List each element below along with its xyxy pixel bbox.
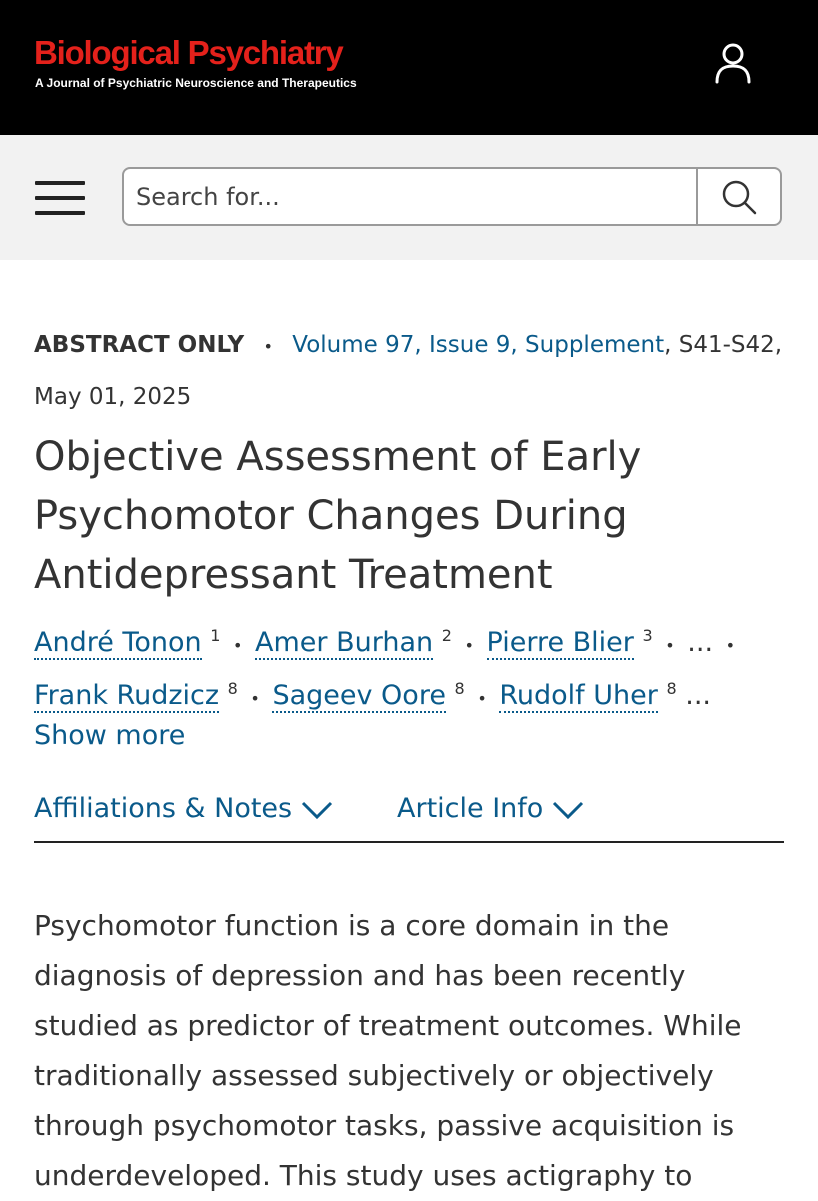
author-separator: •	[232, 636, 243, 655]
tab-label: Affiliations & Notes	[34, 793, 293, 824]
hamburger-menu-icon	[35, 181, 85, 185]
author-affiliation-sup: 8	[227, 679, 238, 698]
author-ellipsis: ...	[687, 627, 714, 658]
author-affiliation-sup: 8	[666, 679, 677, 698]
tab-affiliations-notes[interactable]	[34, 786, 334, 832]
author-link[interactable]: André Tonon	[34, 627, 202, 658]
volume-issue-link[interactable]: Volume 97, Issue 9, Supplement	[292, 332, 665, 358]
author-separator: •	[725, 636, 736, 655]
menu-button[interactable]	[35, 181, 87, 217]
journal-logo-title[interactable]: Biological Psychiatry	[34, 34, 343, 71]
site-header	[0, 0, 818, 135]
hamburger-menu-icon	[35, 196, 85, 200]
author-link[interactable]: Frank Rudzicz	[34, 680, 220, 711]
user-account-button[interactable]	[708, 40, 758, 90]
author-separator: •	[464, 636, 474, 655]
author-separator: •	[250, 689, 260, 708]
meta-separator: •	[263, 337, 273, 356]
search-icon	[698, 169, 780, 224]
author-affiliation-sup: 3	[642, 626, 653, 645]
author-separator: •	[477, 689, 487, 708]
author-affiliation-sup: 8	[454, 679, 465, 698]
article-info-tabs	[34, 786, 784, 843]
article-type-label: ABSTRACT ONLY	[34, 332, 245, 358]
chevron-down-icon	[551, 799, 585, 821]
hamburger-menu-icon	[35, 211, 85, 215]
author-affiliation-sup: 2	[441, 626, 452, 645]
author-list	[34, 618, 794, 724]
tab-article-info[interactable]	[397, 786, 585, 832]
author-link[interactable]: Rudolf Uher	[499, 680, 658, 711]
pages-date: , S41-S42, May 01, 2025	[34, 332, 783, 410]
search-input[interactable]	[126, 169, 714, 224]
user-icon	[708, 40, 758, 90]
author-link[interactable]: Sageev Oore	[272, 680, 446, 711]
show-more-authors-button[interactable]: Show more	[34, 720, 186, 751]
author-ellipsis: ...	[685, 680, 711, 711]
author-link[interactable]: Amer Burhan	[255, 627, 434, 658]
abstract-text: Psychomotor function is a core domain in the diagnosis of depression and has been recently studied as predictor of treatment outcomes. While traditionally assessed subjectively or objectively through psychomotor tasks, passive acquisition is underdeveloped. This study uses actigraphy to	[34, 909, 742, 1192]
search-button[interactable]	[698, 169, 780, 224]
search-box	[122, 167, 782, 226]
author-affiliation-sup: 1	[210, 626, 221, 645]
chevron-down-icon	[300, 799, 334, 821]
journal-logo-subtitle: A Journal of Psychiatric Neuroscience and Therapeutics	[35, 76, 357, 90]
author-separator: •	[665, 636, 675, 655]
article-title: Objective Assessment of Early Psychomotor Changes During Antidepressant Treatment	[34, 434, 642, 598]
article-meta	[34, 320, 794, 422]
tab-label: Article Info	[397, 793, 544, 824]
author-link[interactable]: Pierre Blier	[486, 627, 634, 658]
